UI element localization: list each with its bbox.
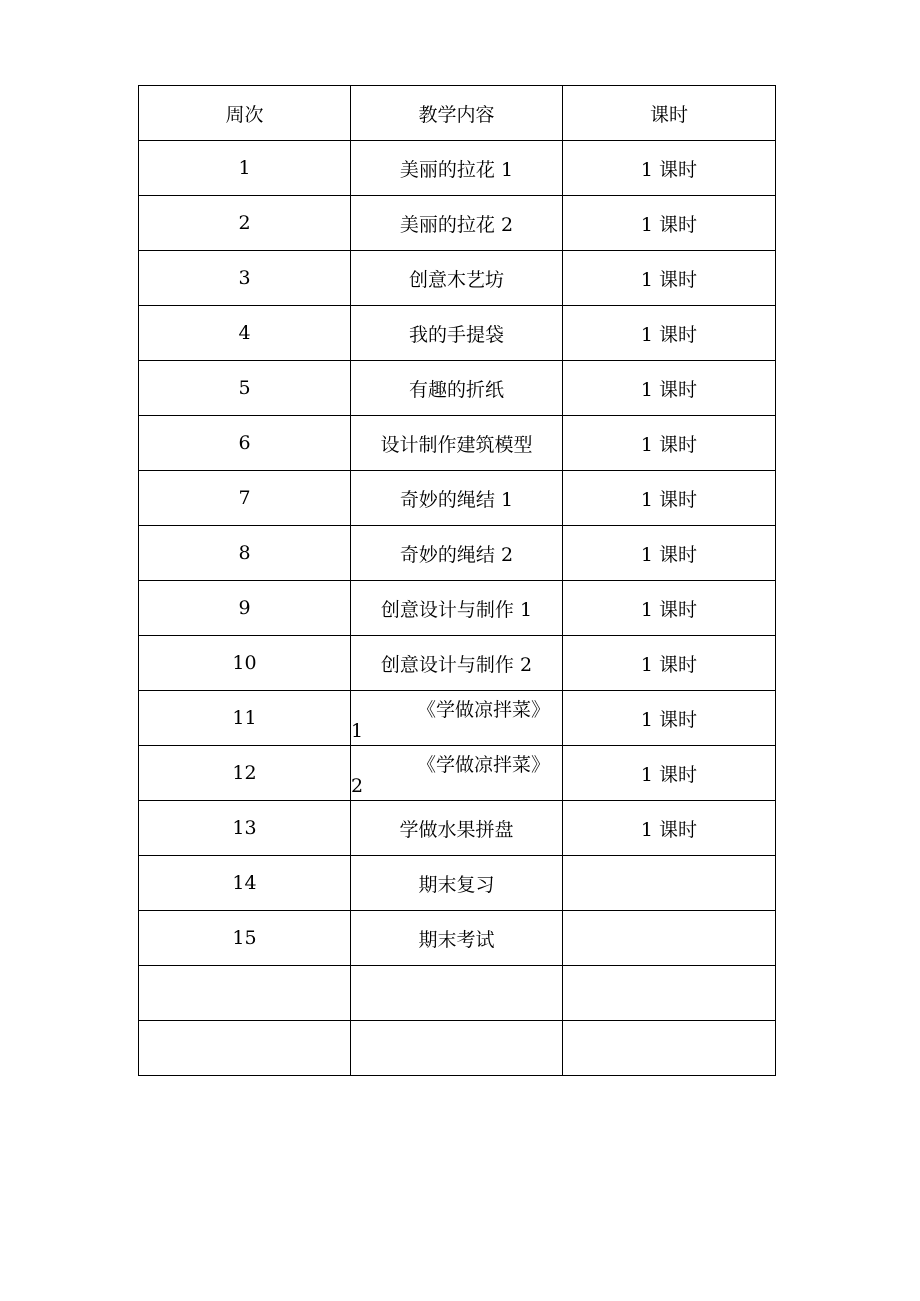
content-cell: 期末考试 <box>351 911 563 966</box>
content-text: 《学做凉拌菜》 <box>416 754 550 776</box>
content-cell <box>351 1021 563 1076</box>
table-row <box>139 966 776 1021</box>
content-cell: 创意木艺坊 <box>351 251 563 306</box>
content-cell: 我的手提袋 <box>351 306 563 361</box>
week-cell: 5 <box>139 361 351 416</box>
hours-cell: 1 课时 <box>563 416 776 471</box>
schedule-table <box>138 85 776 1076</box>
table-row <box>139 141 776 196</box>
content-cell: 美丽的拉花 1 <box>351 141 563 196</box>
table-row <box>139 196 776 251</box>
hours-cell: 1 课时 <box>563 251 776 306</box>
hours-cell <box>563 966 776 1021</box>
content-cell: 奇妙的绳结 2 <box>351 526 563 581</box>
week-cell <box>139 966 351 1021</box>
content-cell: 学做水果拼盘 <box>351 801 563 856</box>
hours-cell: 1 课时 <box>563 141 776 196</box>
week-cell: 4 <box>139 306 351 361</box>
week-cell: 6 <box>139 416 351 471</box>
week-cell: 3 <box>139 251 351 306</box>
table-row <box>139 691 776 746</box>
hours-cell: 1 课时 <box>563 526 776 581</box>
content-text: 《学做凉拌菜》 <box>416 699 550 721</box>
week-cell: 12 <box>139 746 351 801</box>
content-cell: 奇妙的绳结 1 <box>351 471 563 526</box>
hours-cell: 1 课时 <box>563 636 776 691</box>
content-cell <box>351 966 563 1021</box>
content-cell: 美丽的拉花 2 <box>351 196 563 251</box>
table-row <box>139 416 776 471</box>
content-cell: 创意设计与制作 1 <box>351 581 563 636</box>
table-row <box>139 251 776 306</box>
table-row <box>139 306 776 361</box>
week-cell: 9 <box>139 581 351 636</box>
content-cell: 设计制作建筑模型 <box>351 416 563 471</box>
content-cell: 创意设计与制作 2 <box>351 636 563 691</box>
week-cell: 10 <box>139 636 351 691</box>
week-cell: 2 <box>139 196 351 251</box>
content-cell: 期末复习 <box>351 856 563 911</box>
hours-cell: 1 课时 <box>563 581 776 636</box>
table-row <box>139 636 776 691</box>
hours-cell <box>563 856 776 911</box>
content-cell: 有趣的折纸 <box>351 361 563 416</box>
header-hours: 课时 <box>563 86 776 141</box>
week-cell: 11 <box>139 691 351 746</box>
table-row <box>139 911 776 966</box>
table-row <box>139 1021 776 1076</box>
content-text-tail: 2 <box>351 775 364 797</box>
table-row <box>139 581 776 636</box>
hours-cell: 1 课时 <box>563 306 776 361</box>
week-cell: 15 <box>139 911 351 966</box>
hours-cell: 1 课时 <box>563 746 776 801</box>
hours-cell: 1 课时 <box>563 471 776 526</box>
table-row <box>139 746 776 801</box>
table-row <box>139 361 776 416</box>
week-cell: 7 <box>139 471 351 526</box>
week-cell: 8 <box>139 526 351 581</box>
hours-cell <box>563 911 776 966</box>
content-text-tail: 1 <box>351 720 364 742</box>
header-row <box>139 86 776 141</box>
hours-cell: 1 课时 <box>563 801 776 856</box>
table-row <box>139 856 776 911</box>
table-row <box>139 471 776 526</box>
content-cell <box>351 691 563 746</box>
header-week: 周次 <box>139 86 351 141</box>
week-cell: 14 <box>139 856 351 911</box>
hours-cell: 1 课时 <box>563 361 776 416</box>
week-cell: 1 <box>139 141 351 196</box>
table-row <box>139 526 776 581</box>
week-cell: 13 <box>139 801 351 856</box>
table-row <box>139 801 776 856</box>
hours-cell: 1 课时 <box>563 196 776 251</box>
week-cell <box>139 1021 351 1076</box>
hours-cell <box>563 1021 776 1076</box>
header-content: 教学内容 <box>351 86 563 141</box>
content-cell <box>351 746 563 801</box>
hours-cell: 1 课时 <box>563 691 776 746</box>
